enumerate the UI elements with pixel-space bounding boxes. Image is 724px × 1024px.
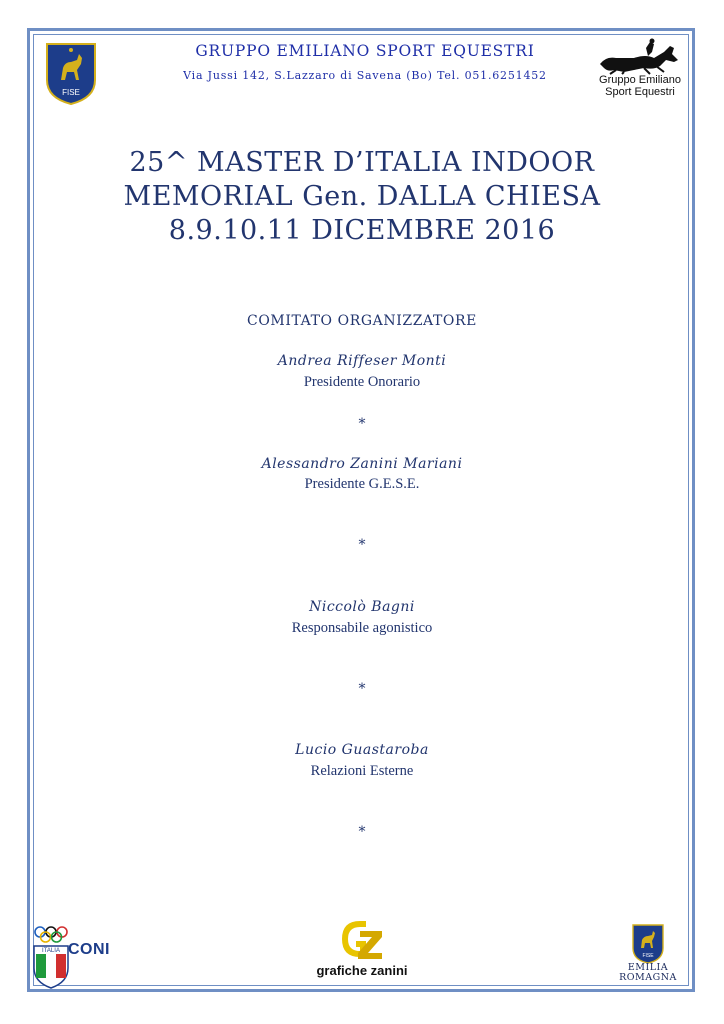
fise-logo [43,40,99,106]
event-title-line2: MEMORIAL Gen. DALLA CHIESA [123,181,601,212]
member-name: Lucio Guastaroba [295,742,429,758]
gese-logo-line2: Sport Equestri [605,86,675,98]
member-name: Alessandro Zanini Mariani [261,456,463,472]
coni-label: CONI [68,941,110,958]
event-title-line1: 25^ MASTER D’ITALIA INDOOR [129,147,595,178]
gese-logo-text [592,74,688,98]
separator-star: * [358,537,366,553]
fise-emilia-romagna-logo [630,922,666,964]
member-role: Presidente G.E.S.E. [304,476,420,492]
svg-text:ITALIA: ITALIA [42,948,60,954]
committee-heading: COMITATO ORGANIZZATORE [247,313,477,329]
region-line1: EMILIA [627,962,669,973]
member-role: Responsabile agonistico [291,620,433,636]
svg-text:FISE: FISE [642,953,654,959]
gese-logo-line1: Gruppo Emiliano [599,74,681,86]
sponsor-name: grafiche zanini [316,963,408,978]
separator-star: * [358,824,366,840]
separator-star: * [358,416,366,432]
member-name: Niccolò Bagni [309,599,415,615]
separator-star: * [358,681,366,697]
event-title [40,146,684,248]
club-address: Via Jussi 142, S.Lazzaro di Savena (Bo) Tel. 051.6251452 [183,69,547,82]
event-title-line3: 8.9.10.11 DICEMBRE 2016 [168,215,556,246]
svg-text:FISE: FISE [62,88,80,97]
member-name: Andrea Riffeser Monti [277,353,447,369]
member-role: Presidente Onorario [303,374,421,390]
member-role: Relazioni Esterne [310,763,414,779]
grafiche-zanini-logo [334,917,386,963]
club-name: GRUPPO EMILIANO SPORT EQUESTRI [195,42,535,60]
region-line2: ROMAGNA [619,972,677,983]
